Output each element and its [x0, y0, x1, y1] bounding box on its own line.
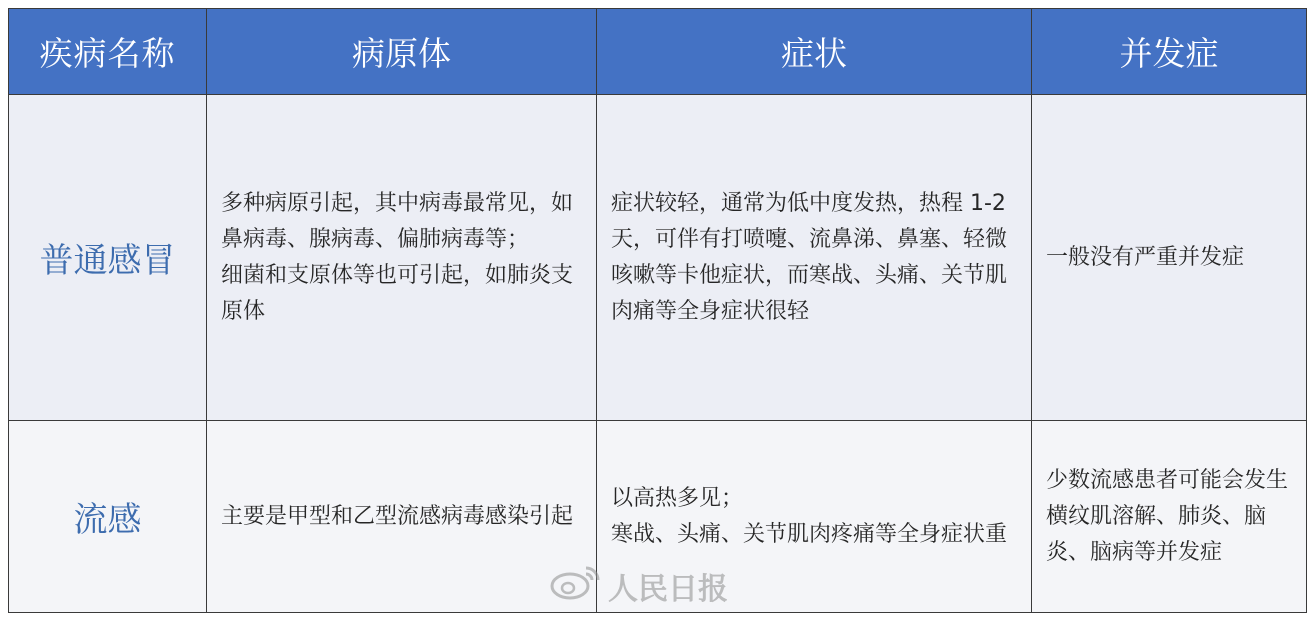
- pathogen-cell: [207, 95, 597, 421]
- symptoms-text: 以高热多见；: [611, 485, 744, 511]
- complications-cell: [1032, 95, 1307, 421]
- pathogen-text: 细菌和支原体等也可引起，如肺炎支原体: [221, 262, 574, 324]
- watermark: [548, 562, 728, 610]
- table-row: [9, 95, 1307, 421]
- weibo-icon: [548, 562, 602, 610]
- complications-text: 少数流感患者可能会发生横纹肌溶解、肺炎、脑炎、脑病等并发症: [1046, 467, 1289, 565]
- header-disease-name: 疾病名称: [9, 9, 207, 95]
- header-symptoms: 症状: [597, 9, 1032, 95]
- disease-name-cell: 流感: [9, 421, 207, 613]
- pathogen-text: 多种病原引起，其中病毒最常见，如鼻病毒、腺病毒、偏肺病毒等；: [221, 190, 574, 252]
- header-complications: 并发症: [1032, 9, 1307, 95]
- pathogen-text: 主要是甲型和乙型流感病毒感染引起: [221, 503, 574, 529]
- complications-cell: [1032, 421, 1307, 613]
- watermark-text: 人民日报: [608, 572, 728, 607]
- header-row: [9, 9, 1307, 95]
- header-pathogen: 病原体: [207, 9, 597, 95]
- symptoms-text: 寒战、头痛、关节肌肉疼痛等全身症状重: [611, 521, 1008, 547]
- comparison-table: [8, 8, 1307, 613]
- symptoms-text: 症状较轻，通常为低中度发热，热程 1-2 天，可伴有打喷嚏、流鼻涕、鼻塞、轻微咳嗽等卡他症状，而寒战、头痛、关节肌肉痛等全身症状很轻: [611, 190, 1008, 324]
- disease-name-cell: 普通感冒: [9, 95, 207, 421]
- complications-text: 一般没有严重并发症: [1046, 244, 1245, 270]
- pathogen-cell: [207, 421, 597, 613]
- symptoms-cell: [597, 95, 1032, 421]
